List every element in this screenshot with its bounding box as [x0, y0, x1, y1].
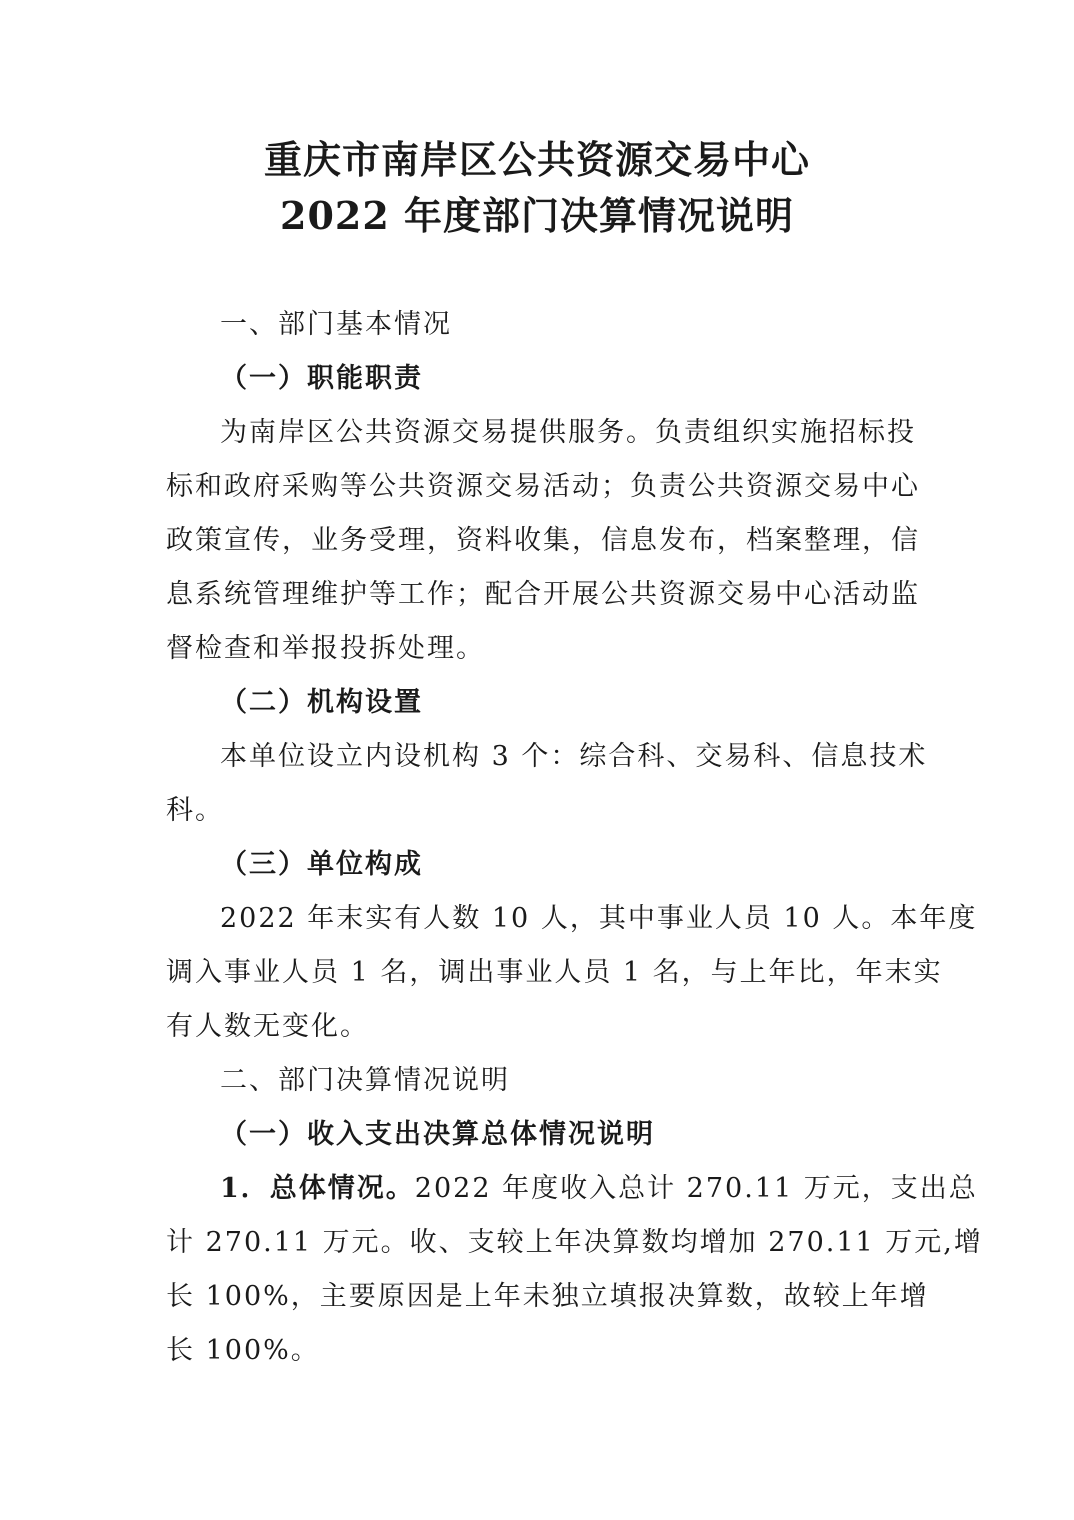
section1-sub3-heading: （三）单位构成 — [220, 849, 423, 880]
paragraph-line: 为南岸区公共资源交易提供服务。负责组织实施招标投 — [220, 417, 916, 448]
paragraph-line: 政策宣传，业务受理，资料收集，信息发布，档案整理，信 — [166, 525, 920, 556]
paragraph-line: 长 100%。 — [166, 1335, 320, 1366]
section1-heading: 一、部门基本情况 — [220, 309, 452, 340]
section2-sub1-heading: （一）收入支出决算总体情况说明 — [220, 1119, 655, 1150]
paragraph-line: 督检查和举报投拆处理。 — [166, 633, 485, 664]
paragraph-line: 本单位设立内设机构 3 个：综合科、交易科、信息技术 — [220, 741, 928, 772]
section1-sub1-heading: （一）职能职责 — [220, 363, 423, 394]
paragraph-line: 长 100%，主要原因是上年未独立填报决算数，故较上年增 — [166, 1281, 929, 1312]
paragraph-line: 有人数无变化。 — [166, 1011, 369, 1042]
section2-heading: 二、部门决算情况说明 — [220, 1065, 510, 1096]
paragraph-line: 2022 年末实有人数 10 人，其中事业人员 10 人。本年度 — [220, 903, 978, 934]
paragraph-line: 科。 — [166, 795, 224, 826]
paragraph-line: 标和政府采购等公共资源交易活动；负责公共资源交易中心 — [166, 471, 920, 502]
paragraph-text: 2022 年度收入总计 270.11 万元，支出总 — [414, 1173, 978, 1204]
paragraph-line: 息系统管理维护等工作；配合开展公共资源交易中心活动监 — [166, 579, 920, 610]
document-title-line2: 2022 年度部门决算情况说明 — [280, 193, 794, 238]
document-title-line1: 重庆市南岸区公共资源交易中心 — [263, 137, 810, 182]
paragraph-line — [220, 1162, 978, 1216]
paragraph-line: 计 270.11 万元。收、支较上年决算数均增加 270.11 万元,增 — [166, 1227, 983, 1258]
paragraph-lead: 1．总体情况。 — [220, 1173, 415, 1204]
paragraph-line: 调入事业人员 1 名，调出事业人员 1 名，与上年比，年末实 — [166, 957, 943, 988]
section1-sub2-heading: （二）机构设置 — [220, 687, 423, 718]
